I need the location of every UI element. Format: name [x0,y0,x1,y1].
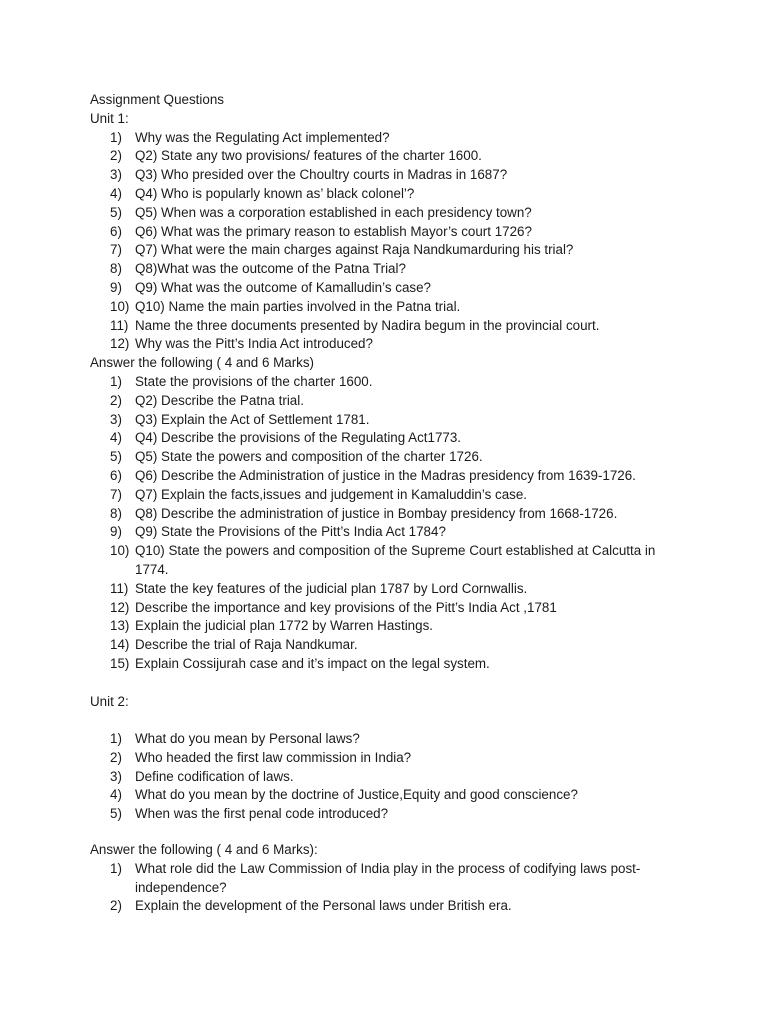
unit-2-answer-heading: Answer the following ( 4 and 6 Marks): [90,842,318,858]
unit-1-long-question-list [90,373,680,674]
list-item: 9) Q9) What was the outcome of Kamalludin’s case? [110,279,431,295]
list-item: 8) Q8)What was the outcome of the Patna Trial? [110,261,406,277]
list-item: 1) State the provisions of the charter 1600. [110,373,373,389]
list-item: 2) Q2) State any two provisions/ features of the charter 1600. [110,148,482,164]
list-item: 10) Q10) State the powers and composition of the Supreme Court established at Calcutta in 1774. [110,543,656,577]
list-item: 7) Q7) Explain the facts,issues and judgement in Kamaluddin’s case. [110,486,528,502]
unit-1-heading: Unit 1: [90,110,129,126]
list-item: 7) Q7) What were the main charges against Raja Nandkumarduring his trial? [110,242,574,258]
list-item: 2) Explain the development of the Personal laws under British era. [110,898,512,914]
list-item: 1) What do you mean by Personal laws? [110,731,360,747]
spacer [90,711,680,730]
unit-1-short-question-list [90,129,680,355]
list-item: 13) Explain the judicial plan 1772 by Warren Hastings. [110,618,433,634]
list-item: 8) Q8) Describe the administration of justice in Bombay presidency from 1668-1726. [110,505,618,521]
list-item: 3) Define codification of laws. [110,768,294,784]
list-item: 15) Explain Cossijurah case and it’s impact on the legal system. [110,655,490,671]
list-item: 3) Q3) Explain the Act of Settlement 1781. [110,411,370,427]
list-item: 4) What do you mean by the doctrine of Justice,Equity and good conscience? [110,787,578,803]
list-item: 5) When was the first penal code introduced? [110,806,389,822]
list-item: 12) Why was the Pitt’s India Act introduced? [110,336,373,352]
list-item: 4) Q4) Who is popularly known as’ black colonel’? [110,185,415,201]
unit-1-answer-heading: Answer the following ( 4 and 6 Marks) [90,355,315,371]
list-item: 2) Q2) Describe the Patna trial. [110,392,304,408]
list-item: 4) Q4) Describe the provisions of the Regulating Act1773. [110,430,462,446]
list-item: 11) Name the three documents presented by Nadira begum in the provincial court. [110,317,600,333]
list-item: 14) Describe the trial of Raja Nandkumar. [110,637,358,653]
list-item: 6) Q6) Describe the Administration of justice in the Madras presidency from 1639-1726. [110,467,636,483]
list-item: 10) Q10) Name the main parties involved in the Patna trial. [110,298,461,314]
list-item: 2) Who headed the first law commission in India? [110,749,412,765]
unit-2-short-question-list [90,730,680,824]
spacer [90,824,680,841]
document-title: Assignment Questions [90,92,224,107]
list-item: 6) Q6) What was the primary reason to establish Mayor’s court 1726? [110,223,532,239]
document-page [90,91,680,916]
unit-2-long-question-list [90,860,680,916]
spacer [90,674,680,693]
list-item: 12) Describe the importance and key provisions of the Pitt’s India Act ,1781 [110,599,557,615]
list-item: 11) State the key features of the judicial plan 1787 by Lord Cornwallis. [110,580,528,596]
list-item: 1) What role did the Law Commission of India play in the process of codifying laws post-independence? [110,860,641,895]
list-item: 5) Q5) State the powers and composition of the charter 1726. [110,449,483,465]
unit-2-heading: Unit 2: [90,693,129,709]
list-item: 1) Why was the Regulating Act implemented? [110,129,390,145]
list-item: 3) Q3) Who presided over the Choultry courts in Madras in 1687? [110,167,508,183]
list-item: 5) Q5) When was a corporation established in each presidency town? [110,204,532,220]
list-item: 9) Q9) State the Provisions of the Pitt’s India Act 1784? [110,524,446,540]
